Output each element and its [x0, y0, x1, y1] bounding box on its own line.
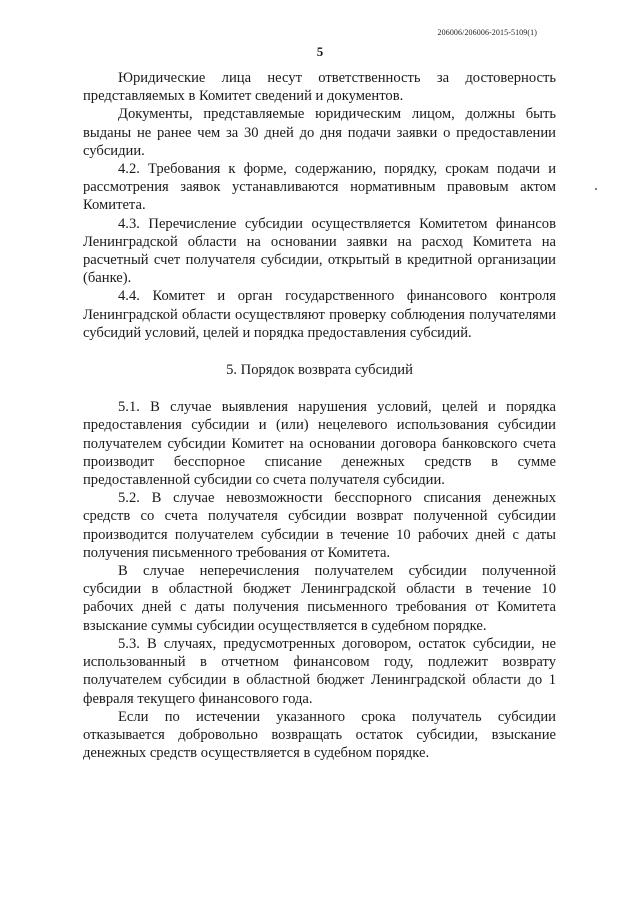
paragraph: 4.4. Комитет и орган государственного финансового контроля Ленинградской области осуществляют проверку соблюдения получателями субсидий условий, целей и порядка предоставления субсидий. [83, 288, 556, 341]
paragraph: 5.3. В случаях, предусмотренных договором, остаток субсидии, не использованный в отчетном финансовом году, подлежит возврату получателем субсидии в областной бюджет Ленинградской области до 1 февраля текущего финансового года. [83, 635, 556, 707]
document-id: 206006/206006-2015-5109(1) [437, 28, 537, 37]
paragraph: 4.2. Требования к форме, содержанию, порядку, срокам подачи и рассмотрения заявок устанавливаются нормативным правовым актом Комитета. [83, 161, 556, 214]
scan-speck [595, 188, 597, 190]
section-title: 5. Порядок возврата субсидий [226, 362, 413, 379]
paragraph: 5.2. В случае невозможности бесспорного списания денежных средств со счета получателя субсидии возврат полученной субсидии производится получателем субсидии в течение 10 рабочих дней с даты получения письменного требования от Комитета. [83, 490, 556, 561]
paragraph: В случае неперечисления получателем субсидии полученной субсидии в областной бюджет Ленинградской области в течение 10 рабочих дней с даты получения письменного требования от Комитета взыскание суммы субсидии осуществляется в судебном порядке. [83, 563, 556, 634]
page-number: 5 [316, 44, 324, 59]
paragraph: 5.1. В случае выявления нарушения условий, целей и порядка предоставления субсидии и (или) нецелевого использования субсидии получателем субсидии Комитет на основании договора банковского счета производит бесспорное списание денежных средств в сумме предоставленной субсидии со счета получателя субсидии. [83, 399, 556, 489]
paragraph: Документы, представляемые юридическим лицом, должны быть выданы не ранее чем за 30 дней до дня подачи заявки о предоставлении субсидии. [83, 106, 556, 159]
paragraph: 4.3. Перечисление субсидии осуществляется Комитетом финансов Ленинградской области на основании заявки на расход Комитета на расчетный счет получателя субсидии, открытый в кредитной организации (банке). [83, 215, 556, 287]
paragraph: Юридические лица несут ответственность за достоверность представляемых в Комитет сведений и документов. [83, 70, 556, 105]
paragraph: Если по истечении указанного срока получатель субсидии отказывается добровольно возвращать остаток субсидии, взыскание денежных средств осуществляется в судебном порядке. [83, 708, 556, 762]
document-body [83, 69, 556, 762]
